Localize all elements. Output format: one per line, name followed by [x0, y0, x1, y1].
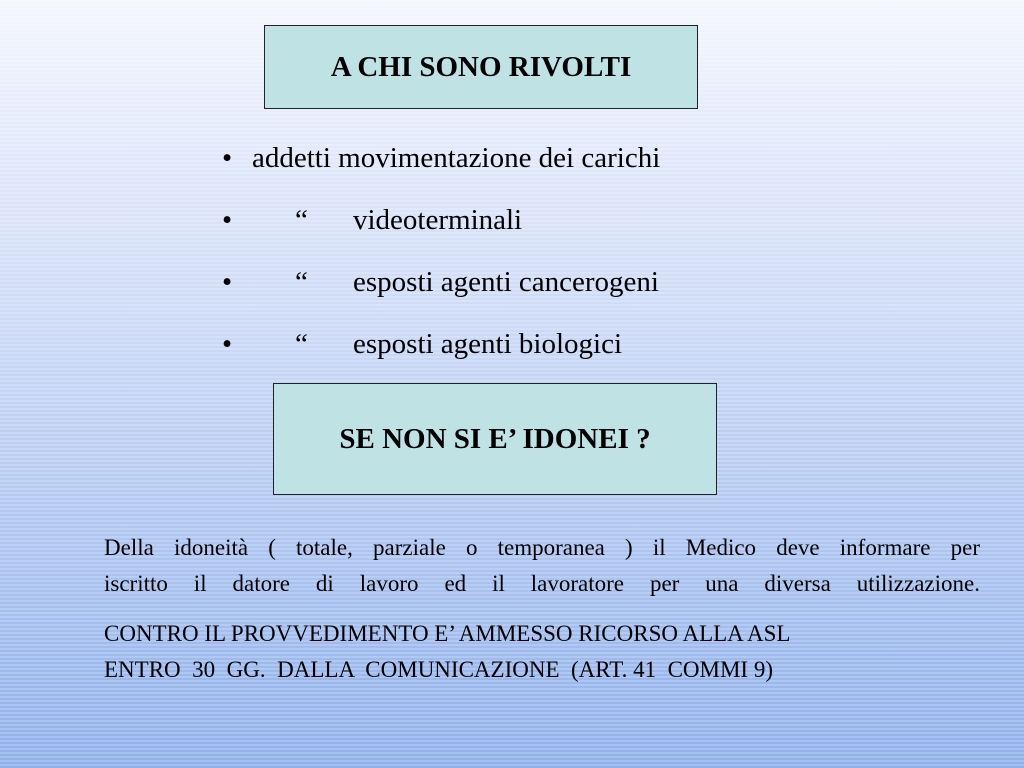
question-box [273, 383, 717, 495]
paragraph-line: Della idoneità ( totale, parziale o temporanea ) il Medico deve informare per [104, 535, 980, 560]
bullet-item-3 [222, 258, 822, 320]
paragraph-line: CONTRO IL PROVVEDIMENTO E’ AMMESSO RICORSO ALLA ASL [104, 621, 791, 646]
bullet-list [222, 134, 822, 382]
bullet-icon: • [222, 142, 233, 174]
bullet-item-4 [222, 320, 822, 382]
bullet-item-2 [222, 196, 822, 258]
bullet-text: addetti movimentazione dei carichi [252, 142, 661, 174]
bullet-item-1 [222, 134, 822, 196]
ditto-mark: “ [295, 204, 308, 236]
bullet-icon: • [222, 328, 233, 360]
title-text: A CHI SONO RIVOLTI [330, 50, 632, 83]
question-text: SE NON SI E’ IDONEI ? [339, 422, 651, 455]
bullet-icon: • [222, 266, 233, 298]
bullet-text: esposti agenti biologici [353, 328, 623, 360]
paragraph-line: iscritto il datore di lavoro ed il lavoratore per una diversa utilizzazione. [104, 571, 980, 596]
bullet-text: esposti agenti cancerogeni [353, 266, 659, 298]
title-box [264, 25, 698, 109]
ditto-mark: “ [295, 266, 308, 298]
paragraph-line: ENTRO 30 GG. DALLA COMUNICAZIONE (ART. 41 COMMI 9) [104, 657, 773, 682]
idoneita-paragraph [104, 530, 980, 602]
ricorso-paragraph [104, 616, 980, 688]
bullet-text: videoterminali [353, 204, 523, 236]
bullet-icon: • [222, 204, 233, 236]
ditto-mark: “ [295, 328, 308, 360]
